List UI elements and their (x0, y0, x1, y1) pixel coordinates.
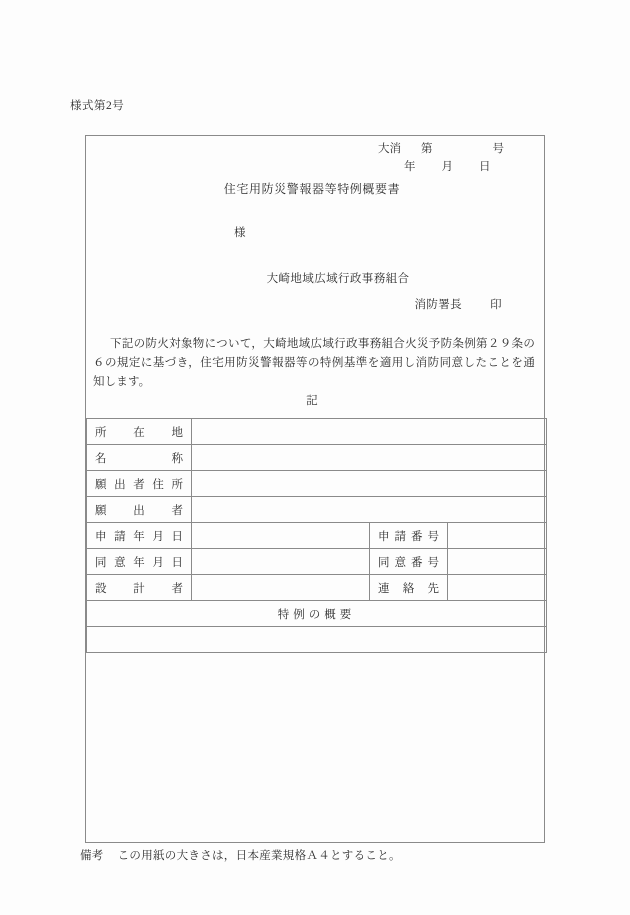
form-frame (85, 135, 545, 843)
addressee-honorific: 様 (234, 227, 246, 239)
body-paragraph: 下記の防火対象物について，大崎地域広域行政事務組合火災予防条例第２９条の６の規定に基づき，住宅用防災警報器等の特例基準を適用し消防同意したことを通知します。 (93, 338, 535, 388)
table-row (87, 575, 547, 601)
date-month-label: 月 (441, 161, 453, 173)
issuer-organization: 大崎地域広域行政事務組合 (266, 273, 410, 285)
footer-note-label: 備考 (80, 850, 104, 862)
row-value-designer[interactable] (192, 575, 370, 601)
row-label-consent-number: 同意番号 (370, 549, 448, 575)
row-label-name: 名称 (87, 445, 192, 471)
issuer-title-line (414, 296, 502, 312)
table-row (87, 419, 547, 445)
special-case-summary-field[interactable] (87, 627, 547, 653)
table-row (87, 471, 547, 497)
date-day-label: 日 (479, 161, 491, 173)
table-row (87, 549, 547, 575)
issuer-title: 消防署長 (414, 299, 463, 311)
table-row (87, 497, 547, 523)
form-number: 様式第2号 (70, 100, 125, 112)
row-value-applicant-address[interactable] (192, 471, 547, 497)
row-value-contact[interactable] (448, 575, 547, 601)
document-number-block (378, 140, 504, 176)
table-row (87, 601, 547, 627)
row-value-applicant[interactable] (192, 497, 547, 523)
row-label-application-number: 申請番号 (370, 523, 448, 549)
date-year-label: 年 (404, 161, 416, 173)
row-value-name[interactable] (192, 445, 547, 471)
form-table-body (87, 419, 547, 653)
document-number-suffix: 号 (492, 143, 504, 155)
row-value-location[interactable] (192, 419, 547, 445)
table-row (87, 627, 547, 653)
form-header-region (86, 136, 544, 418)
row-value-consent-number[interactable] (448, 549, 547, 575)
document-number-line (378, 140, 504, 158)
row-label-applicant-address: 願出者住所 (87, 471, 192, 497)
section-heading-special-case-summary: 特例の概要 (87, 601, 547, 627)
seal-mark: 印 (490, 299, 502, 311)
row-value-application-number[interactable] (448, 523, 547, 549)
footer-note-text: この用紙の大きさは，日本産業規格Ａ４とすること。 (117, 850, 401, 862)
document-number-dai: 第 (421, 143, 433, 155)
table-row (87, 523, 547, 549)
row-label-consent-date: 同意年月日 (87, 549, 192, 575)
footer-note (80, 847, 401, 863)
table-row (87, 445, 547, 471)
form-table (86, 418, 547, 653)
row-value-consent-date[interactable] (192, 549, 370, 575)
row-label-designer: 設計者 (87, 575, 192, 601)
document-date-line (378, 158, 504, 176)
document-number-prefix: 大消 (378, 143, 401, 155)
row-label-application-date: 申請年月日 (87, 523, 192, 549)
document-title: 住宅用防災警報器等特例概要書 (223, 182, 401, 196)
ki-mark: 記 (306, 395, 318, 407)
row-label-contact: 連絡先 (370, 575, 448, 601)
row-value-application-date[interactable] (192, 523, 370, 549)
row-label-applicant: 願出者 (87, 497, 192, 523)
row-label-location: 所在地 (87, 419, 192, 445)
